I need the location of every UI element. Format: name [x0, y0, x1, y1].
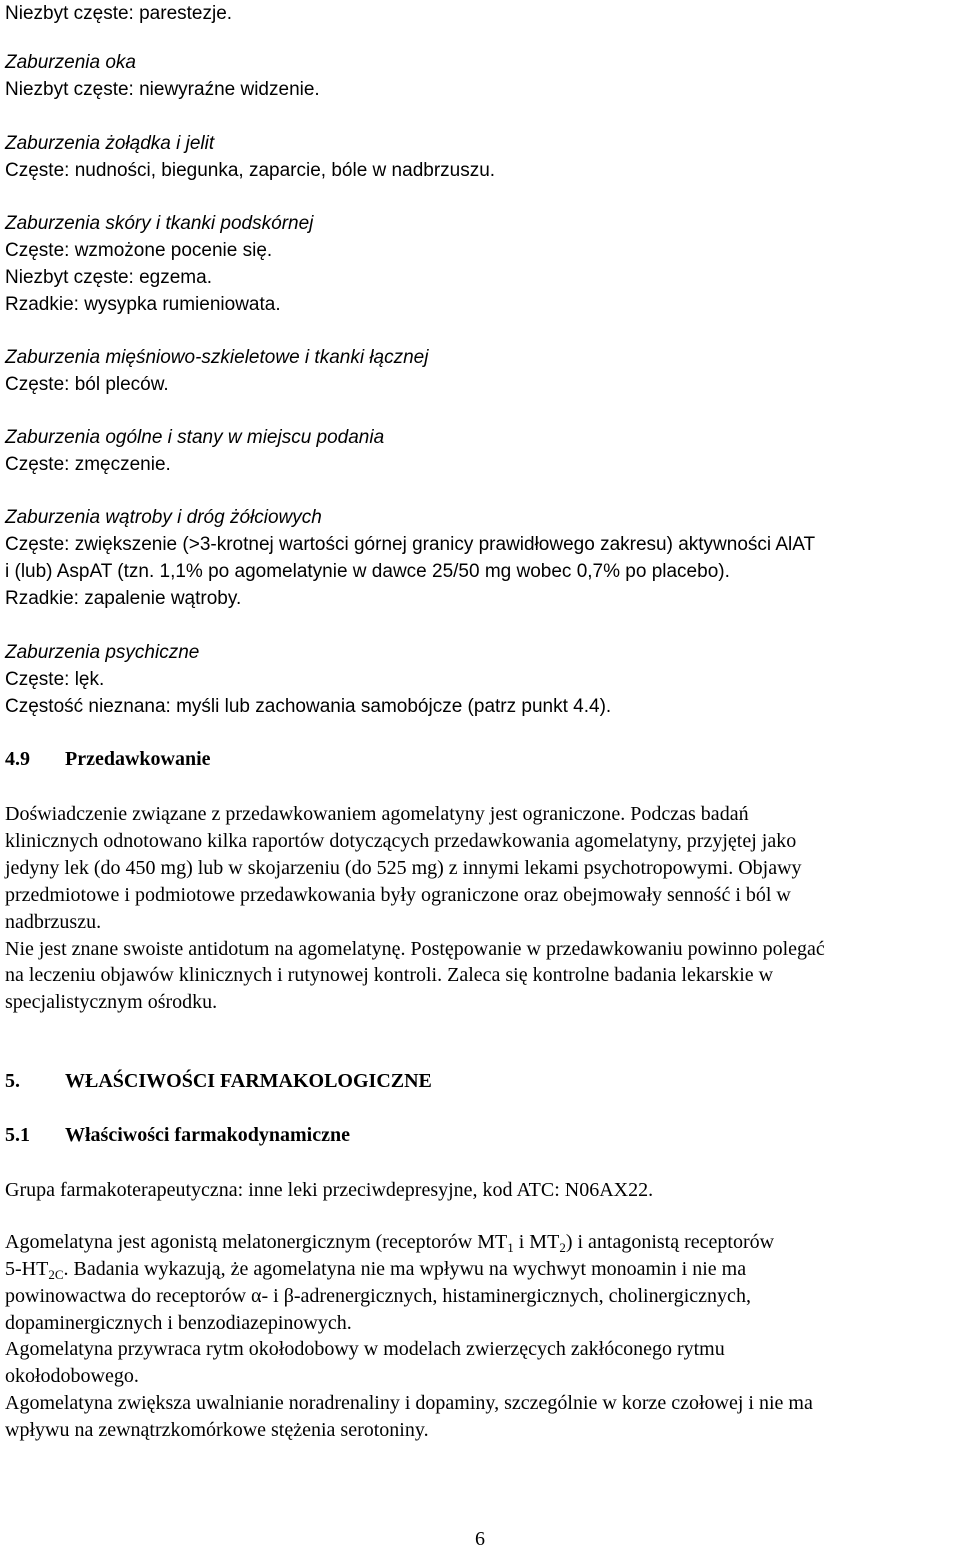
section-number: 4.9	[5, 748, 30, 770]
section-title: WŁAŚCIWOŚCI FARMAKOLOGICZNE	[65, 1070, 432, 1092]
section-number: 5.1	[5, 1124, 30, 1146]
paragraph-line: Agomelatyna zwiększa uwalnianie noradrenaliny i dopaminy, szczególnie w korze czołowej i nie ma	[5, 1392, 813, 1414]
section-title: Właściwości farmakodynamiczne	[65, 1124, 350, 1146]
paragraph-line: na leczeniu objawów klinicznych i rutynowej kontroli. Zaleca się kontrolne badania lekarskie w	[5, 964, 774, 986]
general-disorders-heading: Zaburzenia ogólne i stany w miejscu podania	[5, 427, 385, 448]
text-fragment: 5-HT	[5, 1258, 49, 1280]
paragraph-line: jedyny lek (do 450 mg) lub w skojarzeniu (do 525 mg) z innymi lekami psychotropowymi. Objawy	[5, 857, 802, 879]
subscript: 2	[559, 1240, 566, 1255]
text-fragment: . Badania wykazują, że agomelatyna nie ma wpływu na wychwyt monoamin i nie ma	[63, 1258, 747, 1280]
paragraph-line	[5, 1229, 774, 1256]
subscript: 1	[507, 1240, 514, 1255]
paragraph-line: przedmiotowe i podmiotowe przedawkowania były ograniczone oraz obejmowały senność i ból w	[5, 884, 791, 906]
text-fragment: Agomelatyna jest agonistą melatonergicznym (receptorów MT	[5, 1231, 508, 1253]
paragraph-line: powinowactwa do receptorów α- i β-adrenergicznych, histaminergicznych, cholinergicznych,	[5, 1285, 751, 1307]
psychiatric-disorders-heading: Zaburzenia psychiczne	[5, 642, 200, 663]
skin-disorders-heading: Zaburzenia skóry i tkanki podskórnej	[5, 213, 314, 234]
page-number: 6	[475, 1528, 485, 1550]
musculoskeletal-disorders-heading: Zaburzenia mięśniowo-szkieletowe i tkanki łącznej	[5, 347, 429, 368]
paragraph-line: nadbrzuszu.	[5, 911, 102, 933]
side-effect-line: Rzadkie: wysypka rumieniowata.	[5, 294, 281, 315]
gi-disorders-heading: Zaburzenia żołądka i jelit	[5, 133, 215, 154]
side-effect-line: Częste: zwiększenie (>3-krotnej wartości górnej granicy prawidłowego zakresu) aktywności AlAT	[5, 534, 816, 555]
section-title: Przedawkowanie	[65, 748, 211, 770]
paragraph-line	[5, 1256, 746, 1283]
side-effect-line: Częste: lęk.	[5, 669, 105, 690]
side-effect-line: Rzadkie: zapalenie wątroby.	[5, 588, 242, 609]
side-effect-line: i (lub) AspAT (tzn. 1,1% po agomelatynie w dawce 25/50 mg wobec 0,7% po placebo).	[5, 561, 730, 582]
paragraph-line: specjalistycznym ośrodku.	[5, 991, 218, 1013]
section-number: 5.	[5, 1070, 20, 1092]
side-effect-line: Niezbyt częste: parestezje.	[5, 3, 233, 24]
side-effect-line: Częste: zmęczenie.	[5, 454, 171, 475]
paragraph-line: klinicznych odnotowano kilka raportów dotyczących przedawkowania agomelatyny, przyjętej jako	[5, 830, 797, 852]
pharmacotherapeutic-group-line: Grupa farmakoterapeutyczna: inne leki przeciwdepresyjne, kod ATC: N06AX22.	[5, 1179, 654, 1201]
side-effect-line: Niezbyt częste: egzema.	[5, 267, 212, 288]
paragraph-line: Agomelatyna przywraca rytm okołodobowy w modelach zwierzęcych zakłóconego rytmu	[5, 1338, 725, 1360]
side-effect-line: Częstość nieznana: myśli lub zachowania samobójcze (patrz punkt 4.4).	[5, 696, 612, 717]
side-effect-line: Niezbyt częste: niewyraźne widzenie.	[5, 79, 320, 100]
subscript: 2C	[48, 1267, 64, 1282]
section-heading-pharmacodynamic-properties	[5, 1122, 350, 1149]
paragraph-line: wpływu na zewnątrzkomórkowe stężenia serotoniny.	[5, 1419, 429, 1441]
liver-disorders-heading: Zaburzenia wątroby i dróg żółciowych	[5, 507, 322, 528]
section-heading-overdose	[5, 746, 211, 773]
paragraph-line: Doświadczenie związane z przedawkowaniem agomelatyny jest ograniczone. Podczas badań	[5, 803, 749, 825]
paragraph-line: dopaminergicznych i benzodiazepinowych.	[5, 1312, 352, 1334]
side-effect-line: Częste: wzmożone pocenie się.	[5, 240, 273, 261]
paragraph-line: okołodobowego.	[5, 1365, 139, 1387]
eye-disorders-heading: Zaburzenia oka	[5, 52, 136, 73]
text-fragment: i MT	[513, 1231, 560, 1253]
paragraph-line: Nie jest znane swoiste antidotum na agomelatynę. Postępowanie w przedawkowaniu powinno polegać	[5, 938, 825, 960]
text-fragment: ) i antagonistą receptorów	[565, 1231, 775, 1253]
section-heading-pharmacological-properties	[5, 1068, 432, 1095]
side-effect-line: Częste: nudności, biegunka, zaparcie, bóle w nadbrzuszu.	[5, 160, 496, 181]
side-effect-line: Częste: ból pleców.	[5, 374, 169, 395]
